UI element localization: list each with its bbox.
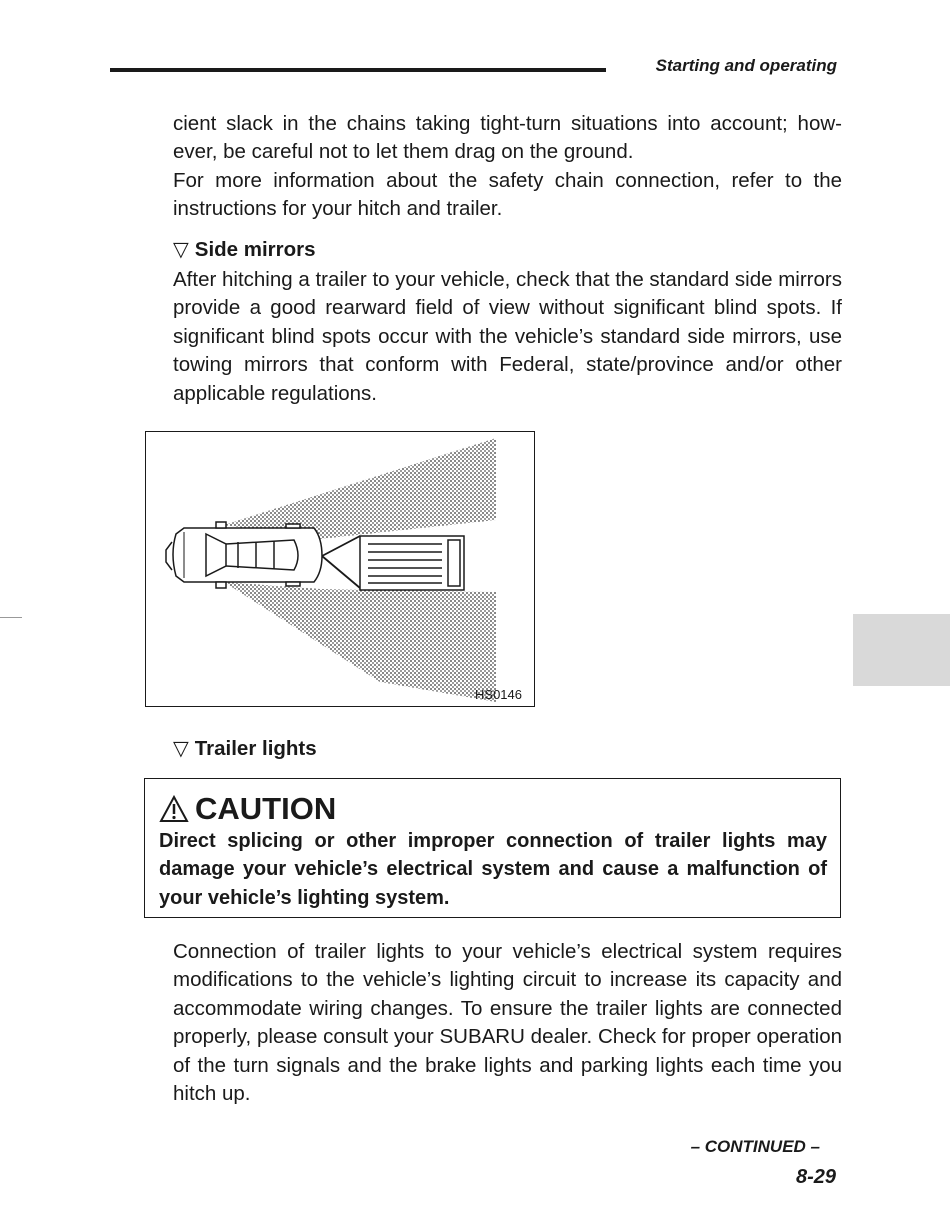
trailer-lights-paragraph: Connection of trailer lights to your vehicle’s electrical system requires modifications to the vehicle’s lighting circuit to increase its capacity and accommodate wiring changes. To ensure the trailer lights are connected properly, please consult your SUBARU dealer. Check for proper operation of the turn signals and the brake lights and parking lights each time you hitch up. bbox=[173, 940, 842, 1106]
trailer-lights-heading bbox=[173, 736, 317, 761]
intro-block bbox=[173, 110, 842, 224]
mirror-view-figure bbox=[145, 431, 535, 707]
caution-title: CAUTION bbox=[195, 791, 337, 826]
caution-box bbox=[144, 778, 841, 918]
header-rule bbox=[110, 68, 606, 72]
triangle-bullet-icon: ▽ bbox=[173, 238, 189, 261]
caution-text: Direct splicing or other improper connection of trailer lights may damage your vehicle’s electrical system and cause a malfunction of your vehicle’s lighting system. bbox=[159, 830, 827, 909]
tow-hitch bbox=[322, 536, 360, 588]
side-mirrors-paragraph: After hitching a trailer to your vehicle, check that the standard side mirrors provide a good rearward field of view without significant blind spots. If significant blind spots occur with the vehicle’s standard side mirrors, use towing mirrors that conform with Federal, state/province and/or other applicable regulations. bbox=[173, 268, 842, 405]
chapter-thumb-tab bbox=[853, 614, 950, 686]
intro-paragraph-2: For more information about the safety chain connection, refer to the instructions for your hitch and trailer. bbox=[173, 168, 842, 221]
triangle-bullet-icon: ▽ bbox=[173, 737, 189, 760]
trailer-icon bbox=[360, 536, 464, 590]
figure-code: HS0146 bbox=[475, 687, 522, 702]
trailer-lights-block bbox=[173, 938, 842, 1108]
crop-mark-left bbox=[0, 617, 22, 618]
section-title: Starting and operating bbox=[655, 56, 837, 75]
continued-marker: – CONTINUED – bbox=[690, 1137, 820, 1156]
caution-header bbox=[159, 791, 336, 827]
warning-triangle-icon bbox=[159, 795, 189, 823]
trailer-lights-title: Trailer lights bbox=[194, 737, 317, 760]
side-mirrors-heading bbox=[173, 237, 316, 262]
car-towing-trailer-illustration bbox=[146, 432, 535, 707]
lower-view-zone bbox=[224, 582, 496, 702]
car-icon bbox=[166, 522, 322, 588]
side-mirrors-block bbox=[173, 266, 842, 408]
side-mirrors-title: Side mirrors bbox=[194, 238, 316, 261]
page-number: 8-29 bbox=[795, 1166, 836, 1188]
intro-paragraph-1: cient slack in the chains taking tight-turn situations into account; how-ever, be careful not to let them drag on the ground. bbox=[173, 112, 842, 164]
upper-view-zone bbox=[224, 438, 496, 539]
